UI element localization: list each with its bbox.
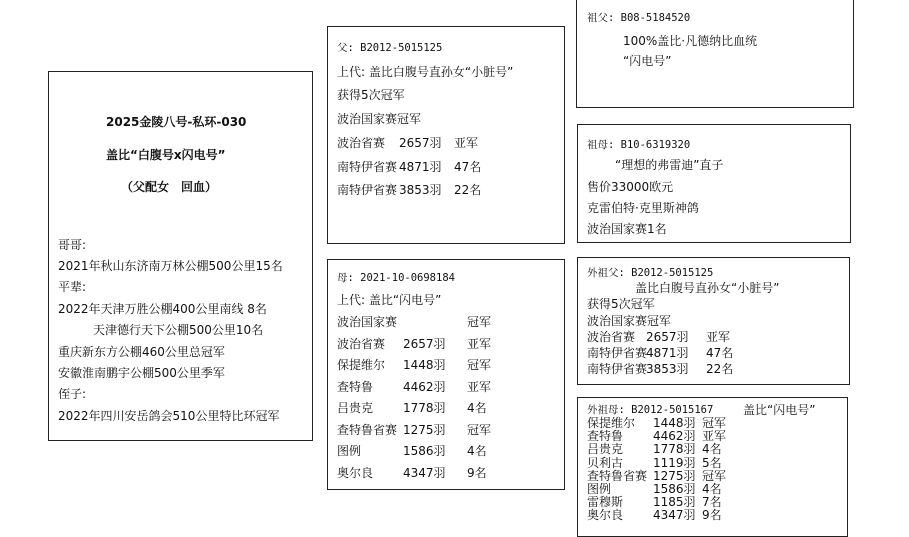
maternal-granddam-card [577,397,848,537]
result-race: 波治省赛 [337,136,386,150]
niece-result: 2022年四川安岳鸽会510公里特比环冠军 [58,409,280,423]
result-race: 南特伊省赛 [337,159,398,174]
result-birds: 4347羽 [653,508,696,523]
result-place: 22名 [706,362,734,377]
result-birds: 1275羽 [653,468,696,483]
dam-card [327,259,565,490]
granddam-result: 波治国家赛1名 [587,222,667,236]
dam-ring: 母: 2021-10-0698184 [337,272,455,284]
grandsire-card [576,0,854,108]
result-place: 22名 [454,183,482,197]
result-race: 保提维尔 [337,358,386,372]
result-place: 冠军 [467,422,492,437]
granddam-breeder: 克雷伯特·克里斯神鸽 [587,201,699,215]
result-race: 奥尔良 [587,508,624,523]
result-place: 4名 [467,401,487,415]
nephew-result: 安徽淮南鹏宇公棚500公里季军 [58,366,225,380]
subject-ring: 2025金陵八号-私环-030 [106,115,247,129]
result-birds: 1778羽 [403,401,446,415]
result-place: 冠军 [702,416,727,430]
granddam-sire: “理想的弗雷迪”直子 [615,158,724,172]
result-race: 保提维尔 [587,416,636,430]
sire-national: 波治国家赛冠军 [337,112,422,126]
result-birds: 1586羽 [403,444,446,458]
subject-card [48,71,313,441]
grandsire-name: “闪电号” [623,54,672,68]
result-race: 南特伊省赛 [587,346,648,361]
maternal-grandsire-wins: 获得5次冠军 [587,297,655,311]
nephew-result: 重庆新东方公棚460公里总冠军 [58,345,225,359]
sire-card [327,26,565,244]
result-race: 图例 [587,482,612,496]
result-birds: 3853羽 [646,362,689,377]
result-race: 贝利古 [587,455,624,470]
result-birds: 2657羽 [646,330,689,344]
result-place: 冠军 [467,315,492,329]
result-place: 亚军 [706,330,731,344]
result-race: 查特鲁省赛 [337,422,398,437]
result-place: 4名 [467,444,487,458]
result-birds: 1448羽 [403,358,446,372]
result-birds: 1275羽 [403,422,446,437]
result-place: 冠军 [702,468,727,483]
result-birds: 4462羽 [653,429,696,444]
granddam-price: 售价33000欧元 [587,180,674,194]
result-place: 5名 [702,455,722,470]
result-birds: 1586羽 [653,482,696,496]
result-place: 冠军 [467,358,492,372]
nephew-result: 天津德行天下公棚500公里10名 [93,323,264,337]
sire-wins: 获得5次冠军 [337,88,405,102]
sibling-header: 哥哥: [58,238,87,252]
result-birds: 4871羽 [646,346,689,361]
result-place: 47名 [706,346,734,361]
result-birds: 4871羽 [399,159,442,174]
nephew-header: 平辈: [58,280,87,294]
result-race: 波治省赛 [337,336,386,351]
result-birds: 2657羽 [399,136,442,150]
result-birds: 1448羽 [653,416,696,430]
result-birds: 3853羽 [399,183,442,197]
result-place: 亚军 [467,379,492,394]
result-race: 查特鲁 [337,379,374,394]
result-race: 南特伊省赛 [587,362,648,377]
result-birds: 4347羽 [403,465,446,480]
result-race: 查特鲁省赛 [587,468,648,483]
sire-parentage: 上代: 盖比白腹号直孙女“小脏号” [337,65,514,79]
maternal-granddam-ring: 外祖母: B2012-5015167 [587,404,714,416]
result-birds: 2657羽 [403,336,446,351]
result-place: 亚军 [467,336,492,351]
result-race: 雷穆斯 [587,495,624,510]
result-place: 7名 [702,495,722,510]
maternal-grandsire-card [577,257,850,385]
subject-note: （父配女 回血） [121,180,218,194]
subject-name: 盖比“白腹号x闪电号” [106,148,226,162]
result-birds: 1185羽 [653,495,696,510]
maternal-grandsire-national: 波治国家赛冠军 [587,314,672,328]
granddam-card [577,124,851,243]
niece-header: 侄子: [58,387,87,401]
result-race: 奥尔良 [337,465,374,480]
result-birds: 4462羽 [403,379,446,394]
result-race: 南特伊省赛 [337,183,398,197]
grandsire-bloodline: 100%盖比·凡德纳比血统 [623,34,758,48]
result-race: 波治省赛 [587,330,636,344]
result-race: 图例 [337,444,362,458]
grandsire-ring: 祖父: B08-5184520 [587,12,691,24]
result-birds: 1119羽 [653,455,696,470]
result-place: 47名 [454,159,482,174]
result-place: 9名 [467,465,487,480]
granddam-ring: 祖母: B10-6319320 [587,139,691,151]
result-place: 亚军 [454,136,479,150]
result-place: 4名 [702,442,722,457]
maternal-grandsire-parentage: 盖比白腹号直孙女“小脏号” [635,281,780,295]
result-place: 9名 [702,508,722,523]
result-place: 4名 [702,482,722,496]
result-race: 查特鲁 [587,429,624,444]
maternal-grandsire-ring: 外祖父: B2012-5015125 [587,267,714,279]
dam-parentage: 上代: 盖比“闪电号” [337,293,442,307]
nephew-result: 2022年天津万胜公棚400公里南线 8名 [58,302,267,316]
result-race: 波治国家赛 [337,315,398,329]
result-birds: 1778羽 [653,442,696,457]
maternal-granddam-name: 盖比“闪电号” [743,403,816,417]
result-race: 吕贵克 [587,442,624,457]
result-place: 亚军 [702,429,727,444]
sibling-result: 2021年秋山东济南万林公棚500公里15名 [58,259,283,273]
result-race: 吕贵克 [337,401,374,415]
sire-ring: 父: B2012-5015125 [337,42,443,54]
